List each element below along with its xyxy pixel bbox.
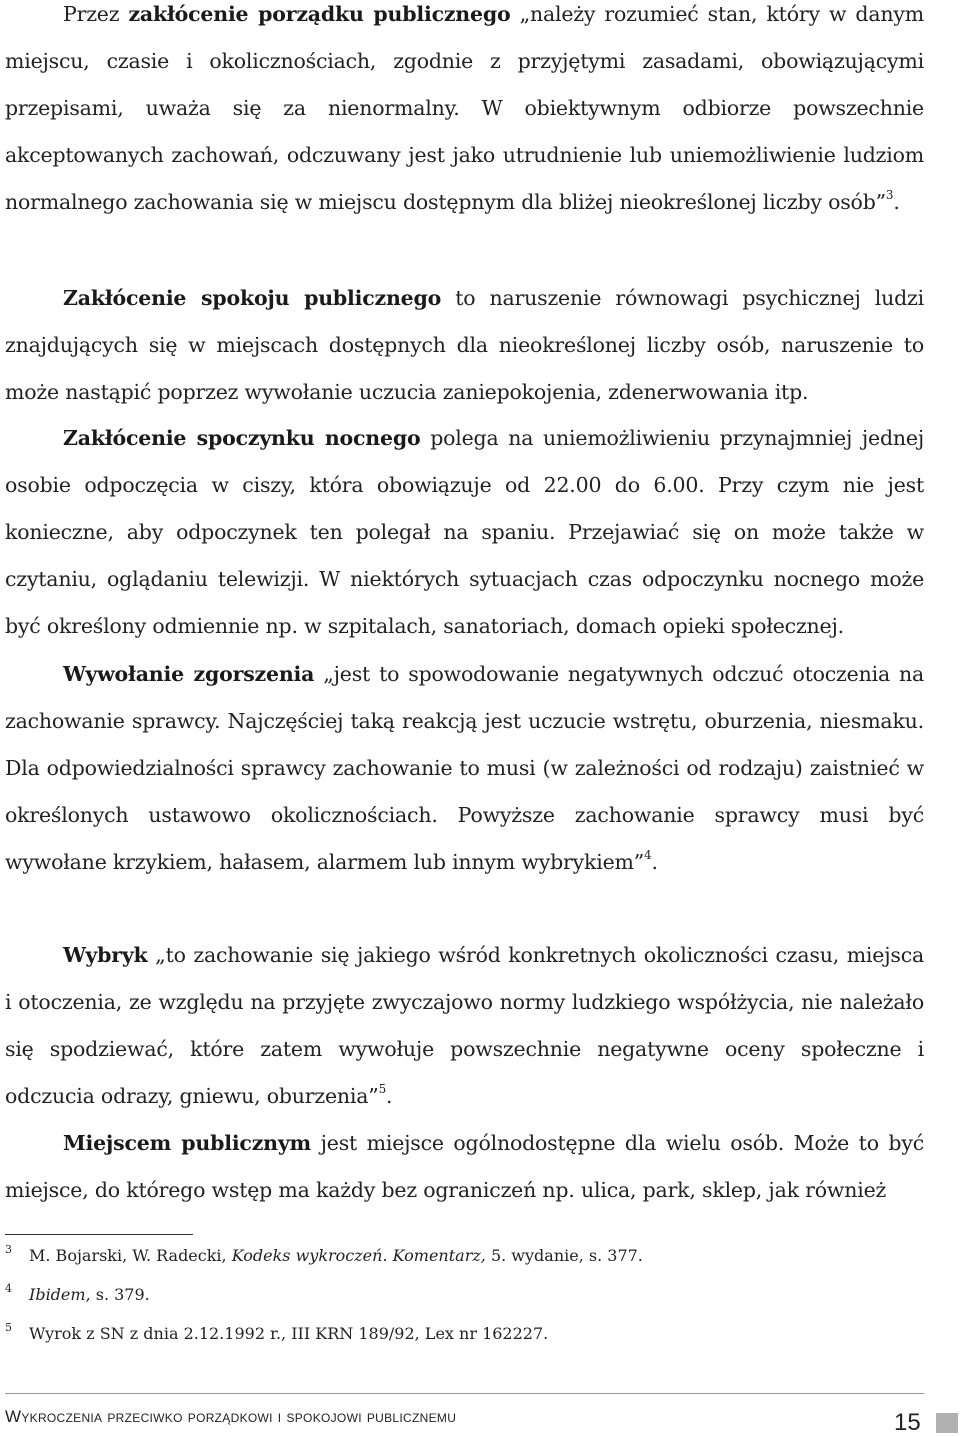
paragraph-text: „należy rozumieć stan, który w danym miejscu, czasie i okolicznościach, zgodnie z przyjętymi zasadami, obowiązującymi przepisami, uważa się za nienormalny. W obiektywnym odbiorze powszechnie akceptowanych zachowań, odczuwany jest jako utrudnienie lub uniemożliwienie ludziom normalnego zachowania się w miejscu dostępnym dla bliżej nieokreślonej liczby osób” — [5, 2, 924, 214]
page-number: 15 — [894, 1409, 921, 1436]
footnote-number: 3 — [5, 1243, 12, 1256]
footer-divider — [5, 1393, 924, 1394]
page-marker-block — [936, 1413, 958, 1433]
term-bold: Zakłócenie spoczynku nocnego — [63, 426, 421, 450]
paragraph-tail: . — [893, 190, 900, 214]
footnote-pre: Wyrok z SN z dnia 2.12.1992 r., III KRN 189/92, Lex nr 162227. — [29, 1324, 549, 1343]
paragraph-text: jest miejsce ogólnodostępne dla wielu osób. Może to być miejsce, do którego wstęp ma każdy bez ograniczeń np. ulica, park, sklep, jak również — [5, 1131, 924, 1202]
footnote-ref[interactable]: 5 — [378, 1082, 386, 1097]
paragraph-public-place — [5, 1120, 924, 1214]
footnote-text — [29, 1323, 548, 1345]
paragraph-tail: . — [386, 1084, 393, 1108]
footnote-text — [29, 1245, 643, 1267]
footnote-number: 5 — [5, 1321, 12, 1334]
paragraph-tail: . — [651, 850, 658, 874]
term-bold: Miejscem publicznym — [63, 1131, 312, 1155]
term-bold: Wybryk — [63, 943, 148, 967]
term-bold: Zakłócenie spokoju publicznego — [63, 286, 442, 310]
paragraph-night-rest — [5, 415, 924, 650]
paragraph-text: „jest to spowodowanie negatywnych odczuć otoczenia na zachowanie sprawcy. Najczęściej taką reakcją jest uczucie wstrętu, oburzenia, niesmaku. Dla odpowiedzialności sprawcy zachowanie to musi (w zależności od rodzaju) zaistnieć w określonych ustawowo okolicznościach. Powyższe zachowanie sprawcy musi być wywołane krzykiem, hałasem, alarmem lub innym wybrykiem” — [5, 662, 925, 874]
paragraph-lead: Przez — [63, 2, 129, 26]
paragraph-text: to naruszenie równowagi psychicznej ludzi znajdujących się w miejscach dostępnych dla nieokreślonej liczby osób, naruszenie to może nastąpić poprzez wywołanie uczucia zaniepokojenia, zdenerwowania itp. — [5, 286, 924, 404]
footnote-ref[interactable]: 4 — [644, 848, 652, 863]
footnote-number: 4 — [5, 1282, 12, 1295]
paragraph-public-peace — [5, 275, 924, 416]
footnote-ref[interactable]: 3 — [885, 188, 894, 203]
footnote-pre: M. Bojarski, W. Radecki, — [29, 1246, 232, 1265]
footnote-post: 5. wydanie, s. 377. — [485, 1246, 643, 1265]
paragraph-scandal — [5, 651, 924, 886]
footnote-italic: Ibidem — [29, 1285, 86, 1304]
term-bold: zakłócenie porządku publicznego — [128, 2, 511, 26]
running-footer-title: Wykroczenia przeciwko porządkowi i spokojowi publicznemu — [5, 1407, 457, 1426]
paragraph-public-order — [5, 0, 924, 226]
footnote-text — [29, 1284, 150, 1306]
paragraph-text: polega na uniemożliwieniu przynajmniej jednej osobie odpoczęcia w ciszy, która obowiązuje od 22.00 do 6.00. Przy czym nie jest konieczne, aby odpoczynek ten polegał na spaniu. Przejawiać się on może także w czytaniu, oglądaniu telewizji. W niektórych sytuacjach czas odpoczynku nocnego może być określony odmiennie np. w szpitalach, sanatoriach, domach opieki społecznej. — [5, 426, 924, 638]
footnote-divider — [5, 1234, 193, 1235]
footnote-italic: Kodeks wykroczeń. Komentarz, — [231, 1246, 486, 1265]
paragraph-text: „to zachowanie się jakiego wśród konkretnych okoliczności czasu, miejsca i otoczenia, ze względu na przyjęte zwyczajowo normy ludzkiego współżycia, nie należało się spodziewać, które zatem wywołuje powszechnie negatywne oceny społeczne i odczucia odrazy, gniewu, oburzenia” — [5, 943, 924, 1108]
footnote-post: , s. 379. — [85, 1285, 150, 1304]
paragraph-misdemeanor — [5, 932, 924, 1120]
term-bold: Wywołanie zgorszenia — [63, 662, 315, 686]
